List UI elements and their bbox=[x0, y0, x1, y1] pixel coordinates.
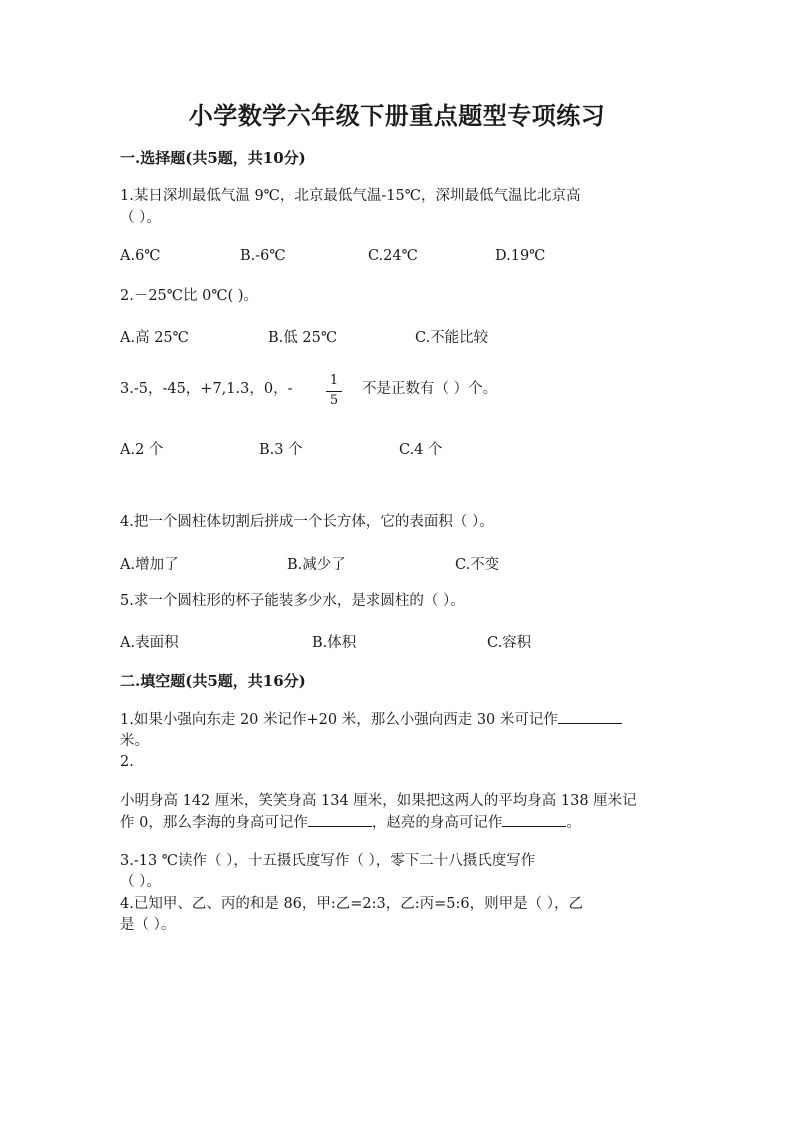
page-title: 小学数学六年级下册重点题型专项练习 bbox=[188, 101, 606, 130]
question-3-option-c: C.4 个 bbox=[399, 442, 443, 458]
fill-question-3-line-2: （ ）。 bbox=[120, 874, 161, 890]
fraction-bar bbox=[326, 391, 342, 392]
fill-question-2-line-1: 小明身高 142 厘米，笑笑身高 134 厘米，如果把这两人的平均身高 138 厘米记 bbox=[120, 793, 637, 809]
question-2-option-b: B.低 25℃ bbox=[268, 330, 338, 346]
fill-question-1-line-1 bbox=[120, 709, 622, 731]
question-1-option-d: D.19℃ bbox=[495, 248, 546, 264]
question-1-option-a: A.6℃ bbox=[120, 248, 161, 264]
question-1-line-2: （ ）。 bbox=[120, 210, 161, 226]
question-5-option-a: A.表面积 bbox=[120, 635, 179, 651]
question-3-text-after: 不是正数有（ ）个。 bbox=[362, 381, 498, 397]
fill-question-3-line-1: 3.-13 ℃读作（ ），十五摄氏度写作（ ），零下二十八摄氏度写作 bbox=[120, 853, 536, 869]
fill-question-4-line-1: 4.已知甲、乙、丙的和是 86，甲:乙=2:3，乙:丙=5:6，则甲是（ ），乙 bbox=[120, 896, 583, 912]
section-heading-choice: 一.选择题(共5题，共10分) bbox=[120, 149, 306, 167]
question-2-option-c: C.不能比较 bbox=[415, 330, 489, 346]
question-3-option-a: A.2 个 bbox=[120, 442, 164, 458]
fill-question-2-text-c: 。 bbox=[566, 815, 581, 831]
fill-question-2-label: 2. bbox=[120, 754, 134, 770]
fill-question-2-text-b: ，赵亮的身高可记作 bbox=[371, 815, 503, 831]
question-4-option-b: B.减少了 bbox=[287, 557, 346, 573]
question-3-text-before: 3.-5，-45，+7,1.3，0，- bbox=[120, 381, 293, 397]
question-5-option-c: C.容积 bbox=[487, 635, 532, 651]
fraction-one-fifth bbox=[326, 373, 342, 409]
fill-question-1-text: 1.如果小强向东走 20 米记作+20 米，那么小强向西走 30 米可记作 bbox=[120, 712, 558, 728]
section-heading-fill: 二.填空题(共5题，共16分) bbox=[120, 672, 306, 690]
question-1-line-1: 1.某日深圳最低气温 9℃，北京最低气温-15℃，深圳最低气温比北京高 bbox=[120, 188, 581, 204]
fraction-denominator: 5 bbox=[329, 393, 339, 408]
question-1-option-c: C.24℃ bbox=[368, 248, 418, 264]
question-4-text: 4.把一个圆柱体切割后拼成一个长方体，它的表面积（ ）。 bbox=[120, 514, 494, 530]
answer-blank bbox=[502, 812, 566, 827]
question-4-option-a: A.增加了 bbox=[120, 557, 179, 573]
question-2-text: 2.－25℃比 0℃( )。 bbox=[120, 288, 258, 304]
question-5-text: 5.求一个圆柱形的杯子能装多少水，是求圆柱的（ ）。 bbox=[120, 593, 465, 609]
fill-question-2-line-2 bbox=[120, 812, 581, 834]
question-2-option-a: A.高 25℃ bbox=[120, 330, 189, 346]
fill-question-2-text-a: 作 0，那么李海的身高可记作 bbox=[120, 815, 308, 831]
question-1-option-b: B.-6℃ bbox=[240, 248, 286, 264]
answer-blank bbox=[308, 812, 372, 827]
question-4-option-c: C.不变 bbox=[455, 557, 500, 573]
fraction-numerator: 1 bbox=[329, 373, 339, 388]
fill-question-1-line-2: 米。 bbox=[120, 733, 149, 749]
question-5-option-b: B.体积 bbox=[312, 635, 357, 651]
answer-blank bbox=[558, 709, 622, 724]
question-3-option-b: B.3 个 bbox=[259, 442, 303, 458]
fill-question-4-line-2: 是（ ）。 bbox=[120, 917, 176, 933]
